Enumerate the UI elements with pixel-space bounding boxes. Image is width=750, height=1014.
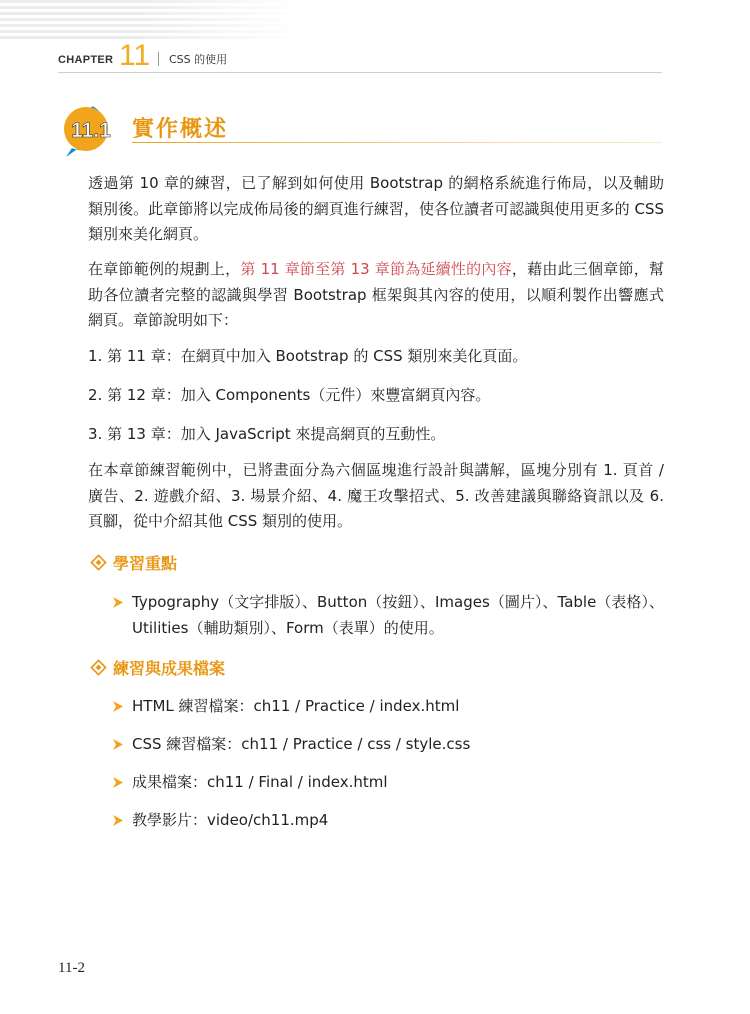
file-item bbox=[112, 732, 664, 758]
chapter-label: CHAPTER bbox=[58, 54, 114, 66]
file-item-text: 成果檔案：ch11 / Final / index.html bbox=[132, 773, 388, 791]
chapter-list-item: 1. 第 11 章：在網頁中加入 Bootstrap 的 CSS 類別來美化頁面。 bbox=[88, 347, 528, 365]
file-item bbox=[112, 694, 664, 720]
intro-paragraph: 透過第 10 章的練習，已了解到如何使用 Bootstrap 的網格系統進行佈局，以及輔助類別後。此章節將以完成佈局後的網頁進行練習，使各位讀者可認識與使用更多的 CSS 類別來美化網頁。 bbox=[88, 174, 664, 243]
file-item bbox=[112, 770, 664, 796]
arrow-bullet-icon bbox=[112, 738, 124, 751]
files-heading bbox=[90, 656, 225, 679]
key-point-text: Typography（文字排版）、Button（按鈕）、Images（圖片）、Table（表格）、Utilities（輔助類別）、Form（表單）的使用。 bbox=[132, 593, 664, 637]
running-header bbox=[58, 38, 662, 73]
file-item-text: CSS 練習檔案：ch11 / Practice / css / style.css bbox=[132, 735, 471, 753]
header-decoration bbox=[0, 0, 300, 42]
arrow-bullet-icon bbox=[112, 814, 124, 827]
diamond-icon bbox=[90, 659, 107, 676]
section-title: 實作概述 bbox=[132, 117, 229, 142]
file-item-text: 教學影片：video/ch11.mp4 bbox=[132, 811, 329, 829]
section-number-badge bbox=[58, 100, 128, 160]
chapter-list-item: 2. 第 12 章：加入 Components（元件）來豐富網頁內容。 bbox=[88, 386, 491, 404]
arrow-bullet-icon bbox=[112, 776, 124, 789]
highlighted-text: 第 11 章節至第 13 章節為延續性的內容 bbox=[240, 260, 512, 278]
chapter-list-item: 3. 第 13 章：加入 JavaScript 來提高網頁的互動性。 bbox=[88, 425, 446, 443]
files-heading-text: 練習與成果檔案 bbox=[113, 659, 226, 678]
planning-text-end: ，藉由此三個章節，幫助各位讀者完整的認識與學習 Bootstrap 框架與其內容的使用，以順利製作出響應式網頁。章節說明如下： bbox=[88, 260, 664, 329]
arrow-bullet-icon bbox=[112, 596, 124, 609]
page-number: 11-2 bbox=[58, 960, 85, 976]
file-item-text: HTML 練習檔案：ch11 / Practice / index.html bbox=[132, 697, 460, 715]
section-rule bbox=[132, 142, 662, 143]
arrow-bullet-icon bbox=[112, 700, 124, 713]
chapter-number: 11 bbox=[119, 39, 151, 72]
planning-paragraph bbox=[88, 257, 664, 334]
section-number: 11.1 bbox=[71, 119, 111, 142]
key-points-heading bbox=[90, 551, 177, 574]
planning-text-start: 在章節範例的規劃上， bbox=[88, 260, 241, 278]
header-divider bbox=[158, 52, 159, 66]
file-item bbox=[112, 808, 664, 834]
key-point-item bbox=[112, 590, 664, 641]
chapter-title: CSS 的使用 bbox=[169, 53, 228, 66]
diamond-icon bbox=[90, 554, 107, 571]
blocks-paragraph: 在本章節練習範例中，已將畫面分為六個區塊進行設計與講解，區塊分別有 1. 頁首 / 廣告、2. 遊戲介紹、3. 場景介紹、4. 魔王攻擊招式、5. 改善建議與聯絡資訊以及 6. 頁腳，從中介紹其他 CSS 類別的使用。 bbox=[88, 461, 664, 530]
key-points-heading-text: 學習重點 bbox=[113, 554, 178, 573]
